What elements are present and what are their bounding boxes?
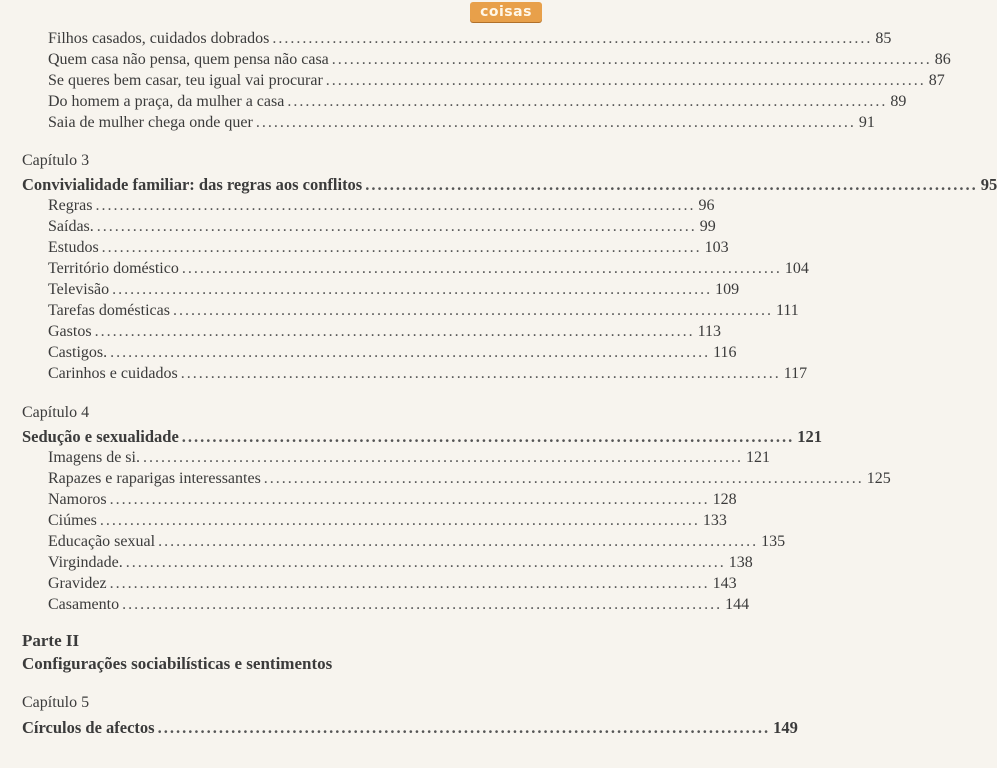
toc-entry[interactable]: [48, 217, 716, 237]
toc-entry[interactable]: [48, 448, 770, 468]
entry-page: 89: [890, 93, 907, 110]
leader-dots: ....................................................................................................: [181, 260, 782, 277]
entry-page: 103: [704, 239, 729, 256]
entry-title: Tarefas domésticas: [48, 302, 170, 319]
entry-page: 99: [699, 218, 716, 235]
entry-title: Virgindade.: [48, 554, 123, 571]
entry-title: Saídas.: [48, 218, 94, 235]
entry-title: Filhos casados, cuidados dobrados: [48, 30, 270, 47]
chapter-5-title-entry[interactable]: [22, 718, 798, 738]
entry-title: Castigos.: [48, 344, 108, 361]
part-2-title: Configurações sociabilísticas e sentimentos: [22, 654, 333, 673]
leader-dots: ....................................................................................................: [180, 365, 781, 382]
entry-page: 86: [934, 51, 951, 68]
entry-title: Casamento: [48, 596, 120, 613]
entry-title: Gastos: [48, 323, 92, 340]
leader-dots: ....................................................................................................: [109, 491, 710, 508]
leader-dots: ....................................................................................................: [95, 197, 696, 214]
entry-page: 113: [697, 323, 721, 340]
entry-title: Regras: [48, 197, 93, 214]
leader-dots: ....................................................................................................: [172, 302, 773, 319]
toc-entry[interactable]: [48, 50, 951, 70]
entry-title: Carinhos e cuidados: [48, 365, 178, 382]
toc-entry[interactable]: [48, 92, 907, 112]
entry-page: 144: [725, 596, 750, 613]
leader-dots: ....................................................................................................: [142, 449, 743, 466]
entry-page: 96: [698, 197, 715, 214]
entry-title: Quem casa não pensa, quem pensa não casa: [48, 51, 329, 68]
chapter-5-label: Capítulo 5: [22, 694, 90, 711]
entry-title: Estudos: [48, 239, 99, 256]
entry-title: Saia de mulher chega onde quer: [48, 114, 253, 131]
chapter-page: 121: [797, 427, 823, 446]
toc-entry[interactable]: [48, 29, 892, 49]
entry-title: Território doméstico: [48, 260, 179, 277]
toc-entry[interactable]: [48, 322, 721, 342]
chapter-page: 95: [980, 175, 997, 194]
leader-dots: ....................................................................................................: [109, 575, 710, 592]
leader-dots: ....................................................................................................: [263, 470, 864, 487]
chapter-4-title-entry[interactable]: [22, 427, 823, 447]
leader-dots: ....................................................................................................: [122, 596, 723, 613]
logo-text: coisas: [480, 4, 532, 20]
entry-page: 91: [858, 114, 875, 131]
toc-entry[interactable]: [48, 113, 875, 133]
entry-page: 138: [728, 554, 753, 571]
chapter-title: Círculos de afectos: [22, 718, 155, 737]
entry-title: Ciúmes: [48, 512, 97, 529]
entry-page: 85: [875, 30, 892, 47]
toc-entry[interactable]: [48, 574, 737, 594]
chapter-3-label: Capítulo 3: [22, 152, 90, 169]
toc-entry[interactable]: [48, 511, 727, 531]
leader-dots: ....................................................................................................: [110, 344, 711, 361]
leader-dots: ....................................................................................................: [99, 512, 700, 529]
toc-entry[interactable]: [48, 196, 715, 216]
leader-dots: ....................................................................................................: [325, 72, 926, 89]
toc-entry[interactable]: [48, 301, 799, 321]
leader-dots: ....................................................................................................: [365, 175, 978, 194]
leader-dots: ....................................................................................................: [181, 427, 795, 446]
chapter-page: 149: [773, 718, 798, 737]
toc-entry[interactable]: [48, 238, 729, 258]
leader-dots: ....................................................................................................: [255, 114, 856, 131]
entry-page: 117: [783, 365, 808, 382]
entry-title: Gravidez: [48, 575, 107, 592]
leader-dots: ....................................................................................................: [331, 51, 932, 68]
entry-page: 143: [712, 575, 737, 592]
entry-page: 109: [715, 281, 740, 298]
entry-page: 128: [712, 491, 737, 508]
part-2-label: Parte II: [22, 631, 80, 650]
toc-entry[interactable]: [48, 280, 740, 300]
toc-entry[interactable]: [48, 71, 945, 91]
entry-page: 116: [713, 344, 737, 361]
entry-title: Rapazes e raparigas interessantes: [48, 470, 261, 487]
entry-page: 121: [745, 449, 770, 466]
entry-title: Educação sexual: [48, 533, 156, 550]
chapter-title: Convivialidade familiar: das regras aos conflitos: [22, 175, 363, 194]
coisas-logo: [470, 2, 542, 22]
leader-dots: ....................................................................................................: [125, 554, 726, 571]
leader-dots: ....................................................................................................: [157, 718, 771, 737]
chapter-3-title-entry[interactable]: [22, 175, 997, 195]
toc-entry[interactable]: [48, 259, 809, 279]
toc-entry[interactable]: [48, 532, 786, 552]
leader-dots: ....................................................................................................: [112, 281, 713, 298]
chapter-title: Sedução e sexualidade: [22, 427, 179, 446]
entry-page: 104: [784, 260, 809, 277]
toc-entry[interactable]: [48, 595, 750, 615]
leader-dots: ....................................................................................................: [272, 30, 873, 47]
entry-title: Imagens de si.: [48, 449, 140, 466]
entry-title: Se queres bem casar, teu igual vai procurar: [48, 72, 323, 89]
entry-page: 133: [702, 512, 727, 529]
entry-page: 87: [928, 72, 945, 89]
toc-entry[interactable]: [48, 343, 737, 363]
leader-dots: ....................................................................................................: [101, 239, 702, 256]
entry-page: 125: [866, 470, 891, 487]
leader-dots: ....................................................................................................: [158, 533, 759, 550]
chapter-4-label: Capítulo 4: [22, 404, 90, 421]
entry-title: Televisão: [48, 281, 110, 298]
toc-entry[interactable]: [48, 469, 891, 489]
entry-title: Namoros: [48, 491, 107, 508]
entry-title: Do homem a praça, da mulher a casa: [48, 93, 285, 110]
toc-entry[interactable]: [48, 364, 808, 384]
entry-page: 111: [775, 302, 799, 319]
leader-dots: ....................................................................................................: [287, 93, 888, 110]
leader-dots: ....................................................................................................: [94, 323, 695, 340]
toc-entry[interactable]: [48, 490, 737, 510]
leader-dots: ....................................................................................................: [96, 218, 697, 235]
toc-entry[interactable]: [48, 553, 753, 573]
entry-page: 135: [761, 533, 786, 550]
